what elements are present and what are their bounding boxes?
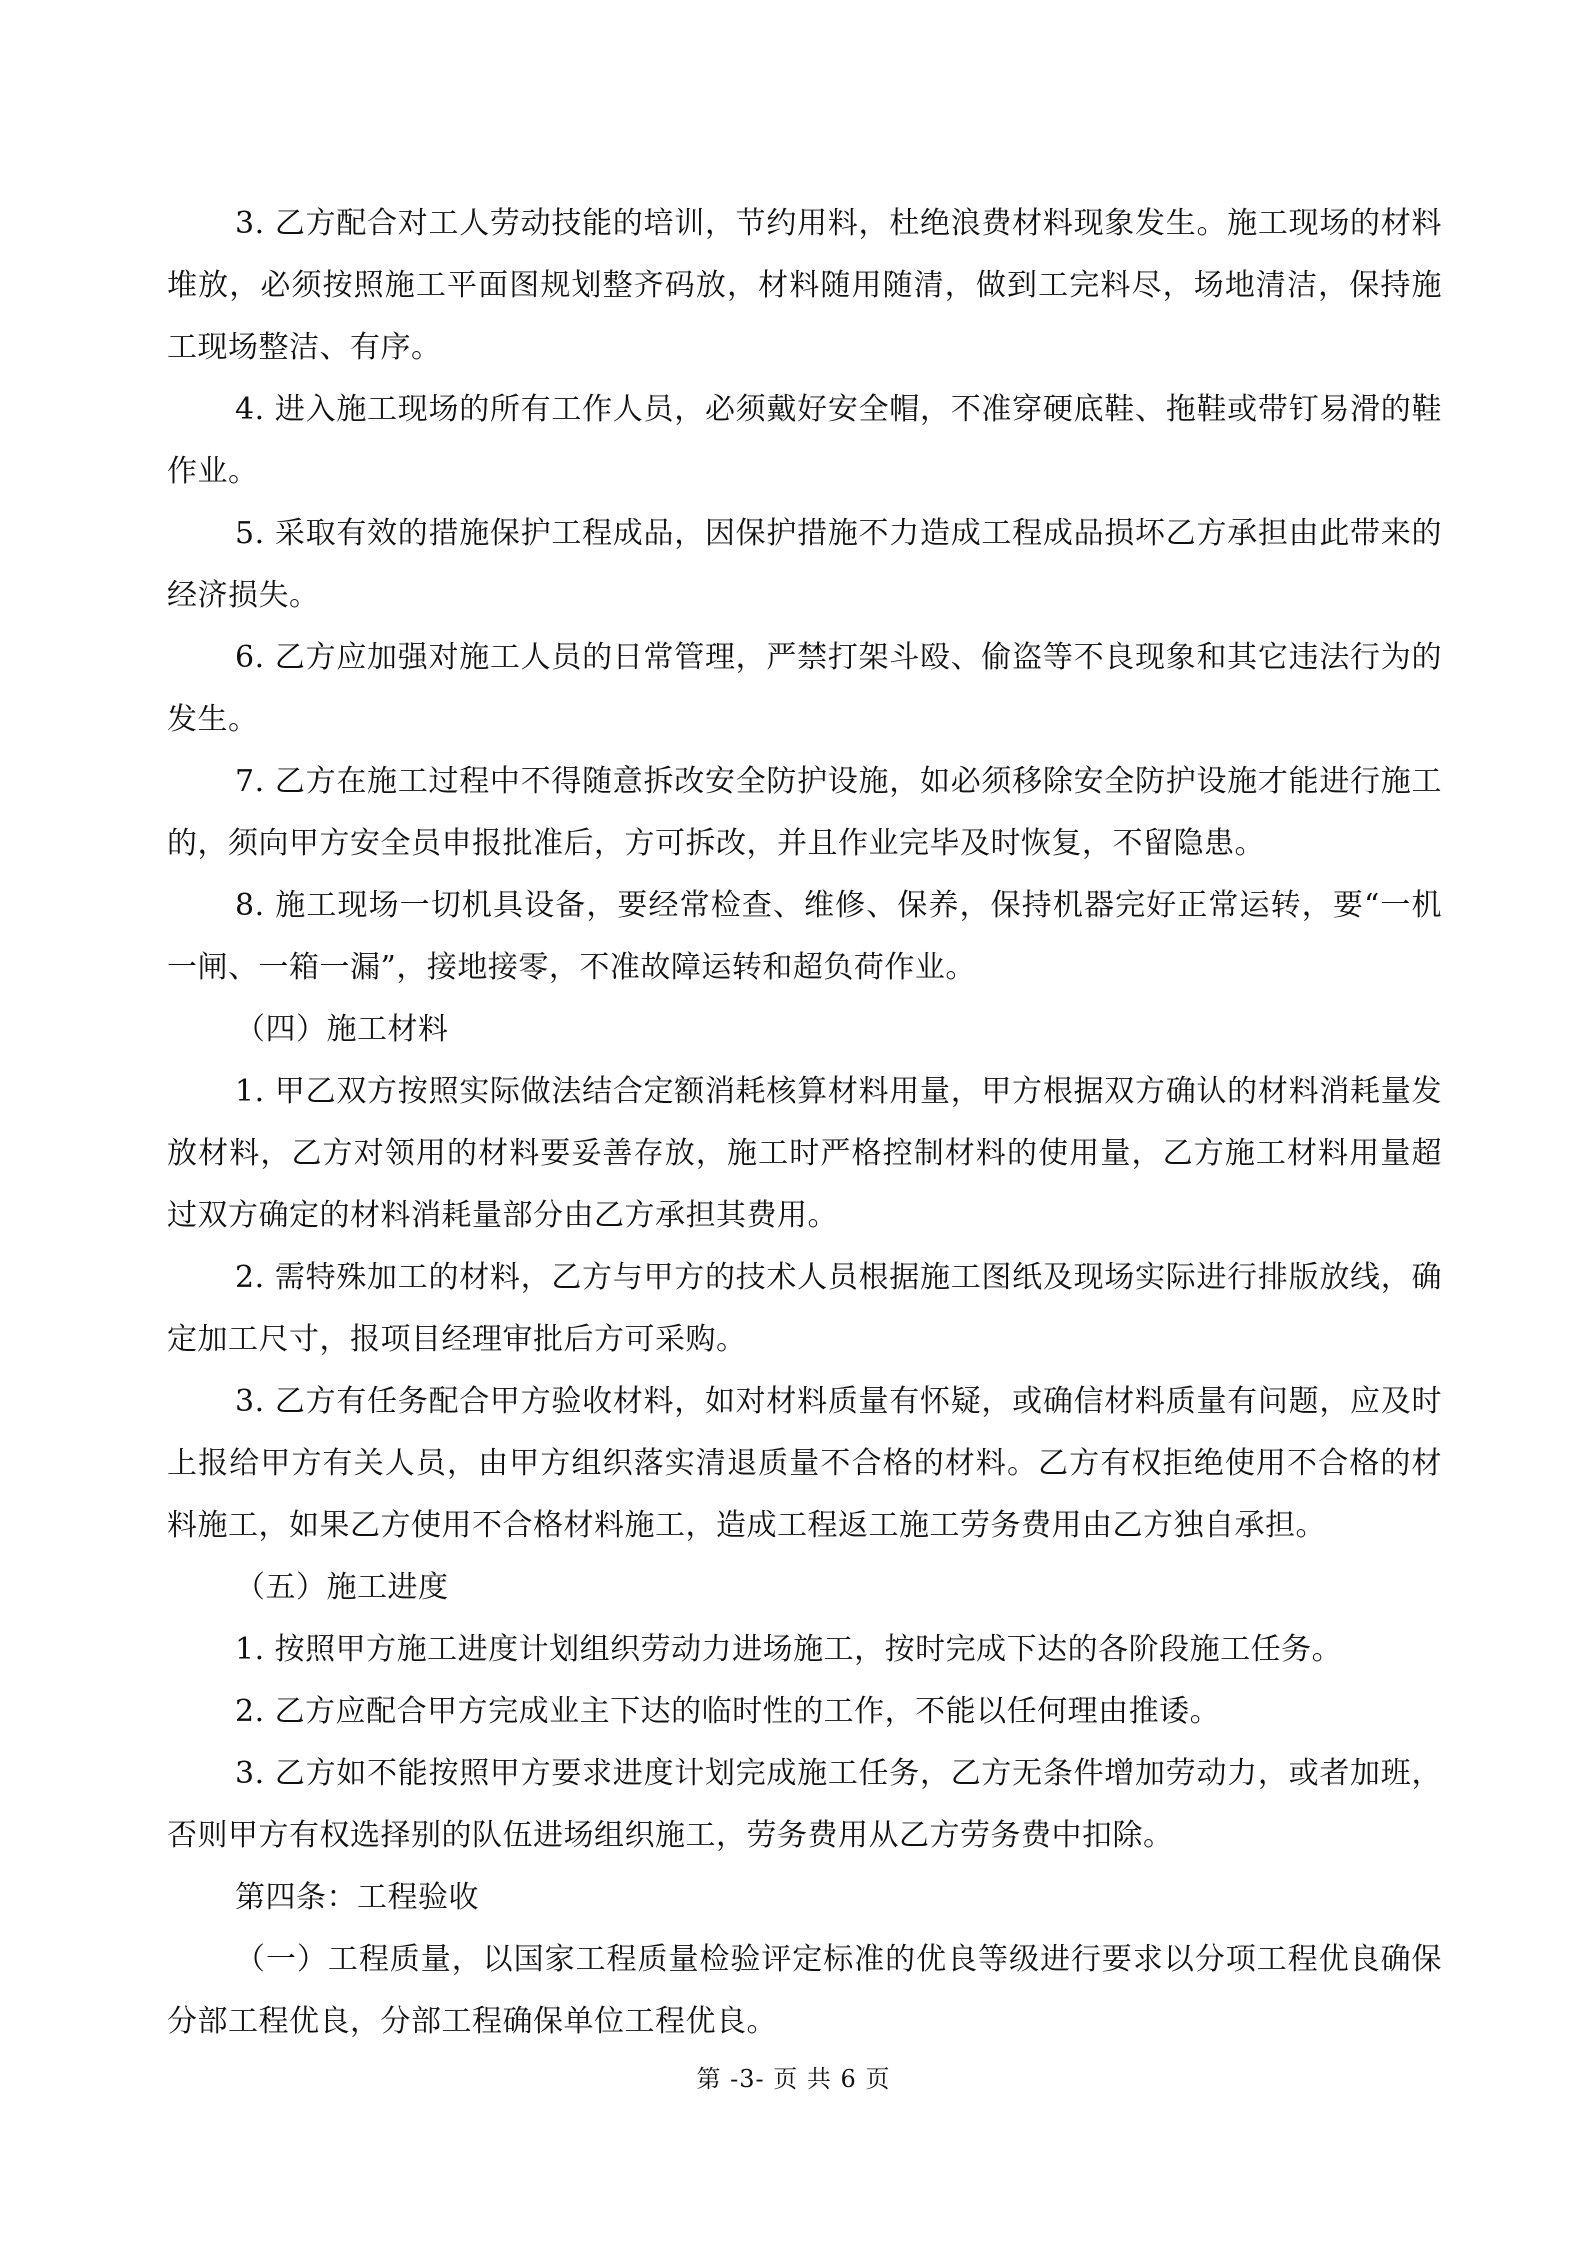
paragraph-special-processing: 2. 需特殊加工的材料，乙方与甲方的技术人员根据施工图纸及现场实际进行排版放线，确定加工尺寸，报项目经理审批后方可采购。 [167,1260,1442,1357]
paragraph-equipment-maintenance: 8. 施工现场一切机具设备，要经常检查、维修、保养，保持机器完好正常运转，要“一机一闸、一箱一漏”，接地接零，不准故障运转和超负荷作业。 [167,888,1442,985]
section-heading-progress: （五）施工进度 [235,1570,449,1605]
paragraph-progress-delay: 3. 乙方如不能按照甲方要求进度计划完成施工任务，乙方无条件增加劳动力，或者加班，否则甲方有权选择别的队伍进场组织施工，劳务费用从乙方劳务费中扣除。 [167,1756,1442,1853]
paragraph-safety-helmet: 4. 进入施工现场的所有工作人员，必须戴好安全帽，不准穿硬底鞋、拖鞋或带钉易滑的鞋作业。 [167,392,1442,489]
paragraph-product-protection: 5. 采取有效的措施保护工程成品，因保护措施不力造成工程成品损坏乙方承担由此带来的经济损失。 [167,516,1442,613]
paragraph-progress-plan: 1. 按照甲方施工进度计划组织劳动力进场施工，按时完成下达的各阶段施工任务。 [235,1632,1343,1667]
paragraph-staff-management: 6. 乙方应加强对施工人员的日常管理，严禁打架斗殴、偷盗等不良现象和其它违法行为的发生。 [167,640,1442,737]
paragraph-safety-facilities: 7. 乙方在施工过程中不得随意拆改安全防护设施，如必须移除安全防护设施才能进行施工的，须向甲方安全员申报批准后，方可拆改，并且作业完毕及时恢复，不留隐患。 [167,764,1442,861]
paragraph-quality-standard: （一）工程质量，以国家工程质量检验评定标准的优良等级进行要求以分项工程优良确保分部工程优良，分部工程确保单位工程优良。 [167,1942,1442,2039]
article-heading-acceptance: 第四条：工程验收 [235,1880,479,1915]
section-heading-materials: （四）施工材料 [235,1012,449,1047]
paragraph-material-stacking: 3. 乙方配合对工人劳动技能的培训，节约用料，杜绝浪费材料现象发生。施工现场的材料堆放，必须按照施工平面图规划整齐码放，材料随用随清，做到工完料尽，场地清洁，保持施工现场整洁、有序。 [167,206,1442,365]
paragraph-temporary-work: 2. 乙方应配合甲方完成业主下达的临时性的工作，不能以任何理由推诿。 [235,1694,1221,1729]
page-number-footer: 第 -3- 页 共 6 页 [696,2065,891,2093]
paragraph-material-inspection: 3. 乙方有任务配合甲方验收材料，如对材料质量有怀疑，或确信材料质量有问题，应及时上报给甲方有关人员，由甲方组织落实清退质量不合格的材料。乙方有权拒绝使用不合格的材料施工，如果乙方使用不合格材料施工，造成工程返工施工劳务费用由乙方独自承担。 [167,1384,1442,1543]
document-body [167,193,1442,2053]
paragraph-material-usage: 1. 甲乙双方按照实际做法结合定额消耗核算材料用量，甲方根据双方确认的材料消耗量发放材料，乙方对领用的材料要妥善存放，施工时严格控制材料的使用量，乙方施工材料用量超过双方确定的材料消耗量部分由乙方承担其费用。 [167,1074,1442,1233]
